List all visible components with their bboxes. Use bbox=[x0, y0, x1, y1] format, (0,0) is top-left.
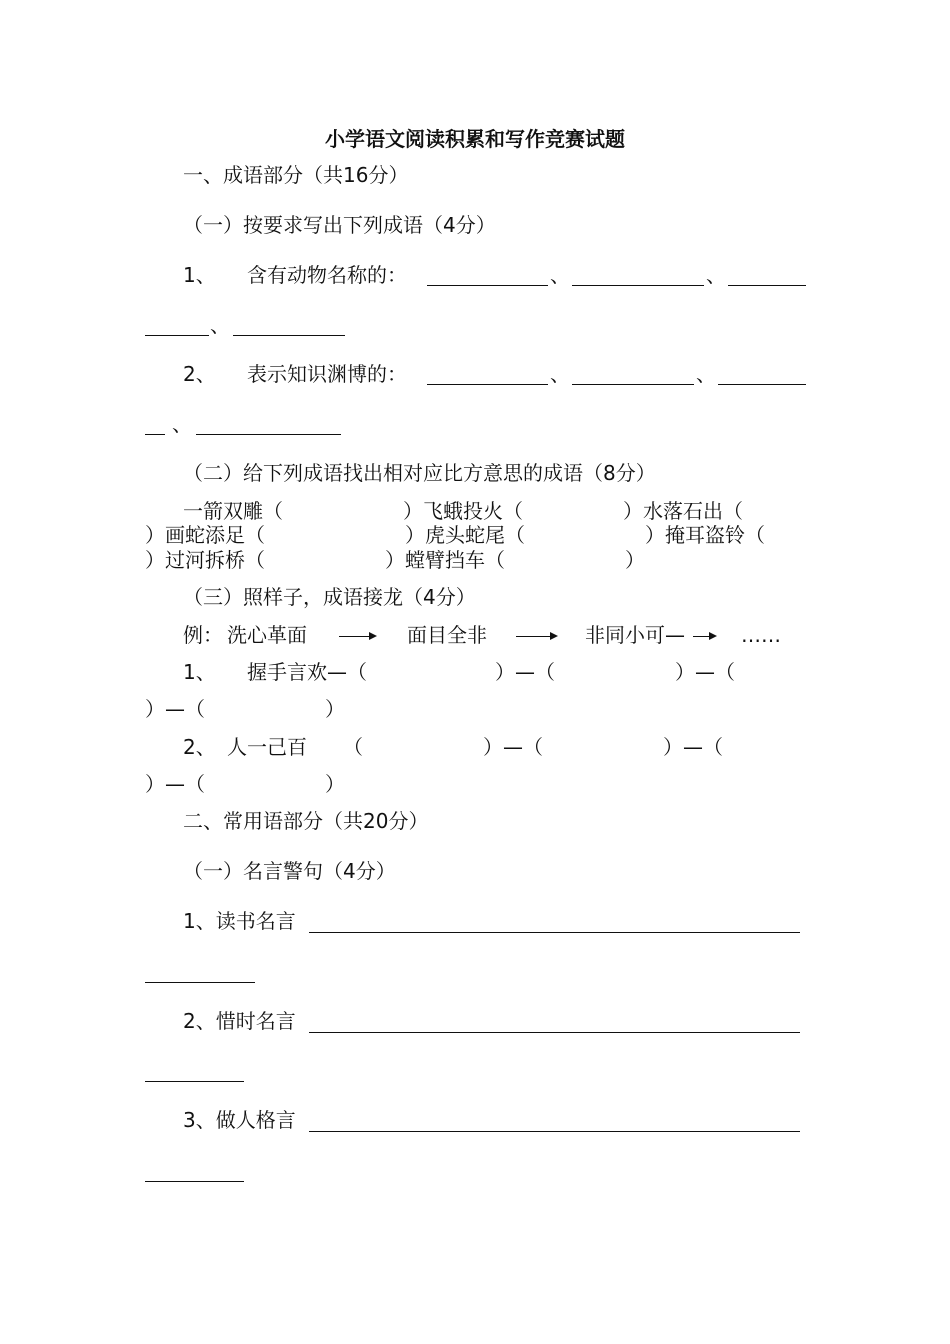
example-prefix: 例： bbox=[183, 623, 223, 647]
chain-blanks: ）—（ ） bbox=[145, 772, 345, 796]
answer-blank[interactable] bbox=[145, 1181, 244, 1182]
answer-blank[interactable] bbox=[145, 434, 165, 435]
question-number: 1、 bbox=[183, 263, 216, 287]
example-idiom: 非同小可— bbox=[585, 623, 685, 647]
quote-label: 1、读书名言 bbox=[183, 909, 296, 933]
answer-blank[interactable] bbox=[309, 1131, 800, 1132]
idiom-line: ）过河拆桥（ ）螳臂挡车（ ） bbox=[145, 548, 645, 572]
question-label: 含有动物名称的： bbox=[247, 263, 407, 287]
answer-blank[interactable] bbox=[145, 982, 255, 983]
quote-label: 3、做人格言 bbox=[183, 1108, 296, 1132]
section-1-part-1-heading: （一）按要求写出下列成语（4分） bbox=[183, 213, 496, 237]
arrow-right-icon bbox=[339, 636, 375, 637]
answer-blank[interactable] bbox=[427, 285, 548, 286]
chain-blanks: ）—（ ） bbox=[145, 697, 345, 721]
example-idiom: 面目全非 bbox=[407, 623, 487, 647]
answer-blank[interactable] bbox=[728, 285, 806, 286]
answer-blank[interactable] bbox=[309, 932, 800, 933]
separator: 、 bbox=[706, 263, 726, 287]
chain-start: 人一己百 bbox=[227, 735, 307, 759]
question-number: 2、 bbox=[183, 362, 216, 386]
answer-blank[interactable] bbox=[233, 335, 345, 336]
arrow-right-icon bbox=[693, 636, 715, 637]
question-number: 2、 bbox=[183, 735, 216, 759]
chain-blanks: （ ）—（ ）—（ bbox=[343, 735, 723, 759]
section-1-part-3-heading: （三）照样子，成语接龙（4分） bbox=[183, 585, 476, 609]
example-idiom: 洗心革面 bbox=[227, 623, 307, 647]
question-label: 表示知识渊博的： bbox=[247, 362, 407, 386]
answer-blank[interactable] bbox=[427, 384, 548, 385]
answer-blank[interactable] bbox=[145, 1081, 244, 1082]
chain-start: 握手言欢—（ bbox=[247, 660, 367, 684]
page-title: 小学语文阅读积累和写作竞赛试题 bbox=[325, 127, 625, 151]
example-ellipsis: …… bbox=[741, 623, 781, 647]
separator: 、 bbox=[696, 362, 716, 386]
idiom-line: 一箭双雕（ ）飞蛾投火（ ）水落石出（ bbox=[183, 499, 743, 523]
idiom-line: ）画蛇添足（ ）虎头蛇尾（ ）掩耳盗铃（ bbox=[145, 523, 765, 547]
section-1-part-2-heading: （二）给下列成语找出相对应比方意思的成语（8分） bbox=[183, 461, 656, 485]
answer-blank[interactable] bbox=[196, 434, 341, 435]
answer-blank[interactable] bbox=[718, 384, 806, 385]
answer-blank[interactable] bbox=[309, 1032, 800, 1033]
separator: 、 bbox=[550, 263, 570, 287]
answer-blank[interactable] bbox=[145, 335, 209, 336]
arrow-right-icon bbox=[516, 636, 556, 637]
chain-blanks: ）—（ ）—（ bbox=[495, 660, 735, 684]
question-number: 1、 bbox=[183, 660, 216, 684]
section-1-heading: 一、成语部分（共16分） bbox=[183, 163, 409, 187]
separator: 、 bbox=[172, 412, 192, 436]
answer-blank[interactable] bbox=[572, 384, 694, 385]
quote-label: 2、惜时名言 bbox=[183, 1009, 296, 1033]
section-2-heading: 二、常用语部分（共20分） bbox=[183, 809, 429, 833]
section-2-part-1-heading: （一）名言警句（4分） bbox=[183, 859, 396, 883]
separator: 、 bbox=[550, 362, 570, 386]
answer-blank[interactable] bbox=[572, 285, 704, 286]
separator: 、 bbox=[210, 313, 230, 337]
